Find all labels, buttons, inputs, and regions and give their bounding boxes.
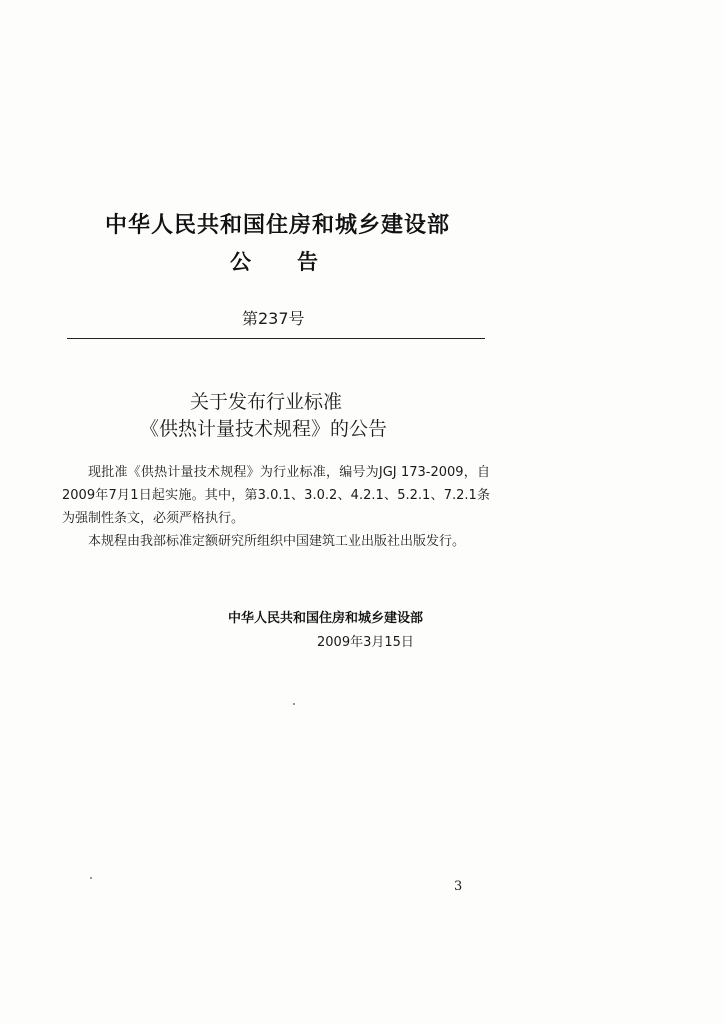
body-paragraph-1: 现批准《供热计量技术规程》为行业标准，编号为JGJ 173-2009，自2009年7月1日起实施。其中，第3.0.1、3.0.2、4.2.1、5.2.1、7.2.1条为强制性条文，必须严格执行。 [62,465,490,526]
signature-issuer: 中华人民共和国住房和城乡建设部 [228,611,424,626]
header-divider [67,338,485,339]
scan-speck [90,877,92,879]
notice-number: 第237号 [242,309,305,328]
ministry-title: 中华人民共和国住房和城乡建设部 [105,213,451,238]
notice-heading: 公告 [230,250,364,274]
scan-speck [293,703,295,705]
subject-title-line-2: 《供热计量技术规程》的公告 [140,418,388,440]
page-number: 3 [454,879,463,894]
body-paragraph-2: 本规程由我部标准定额研究所组织中国建筑工业出版社出版发行。 [88,534,466,549]
notice-body [62,461,490,553]
signature-date: 2009年3月15日 [317,635,414,650]
subject-title-line-1: 关于发布行业标准 [190,391,343,413]
